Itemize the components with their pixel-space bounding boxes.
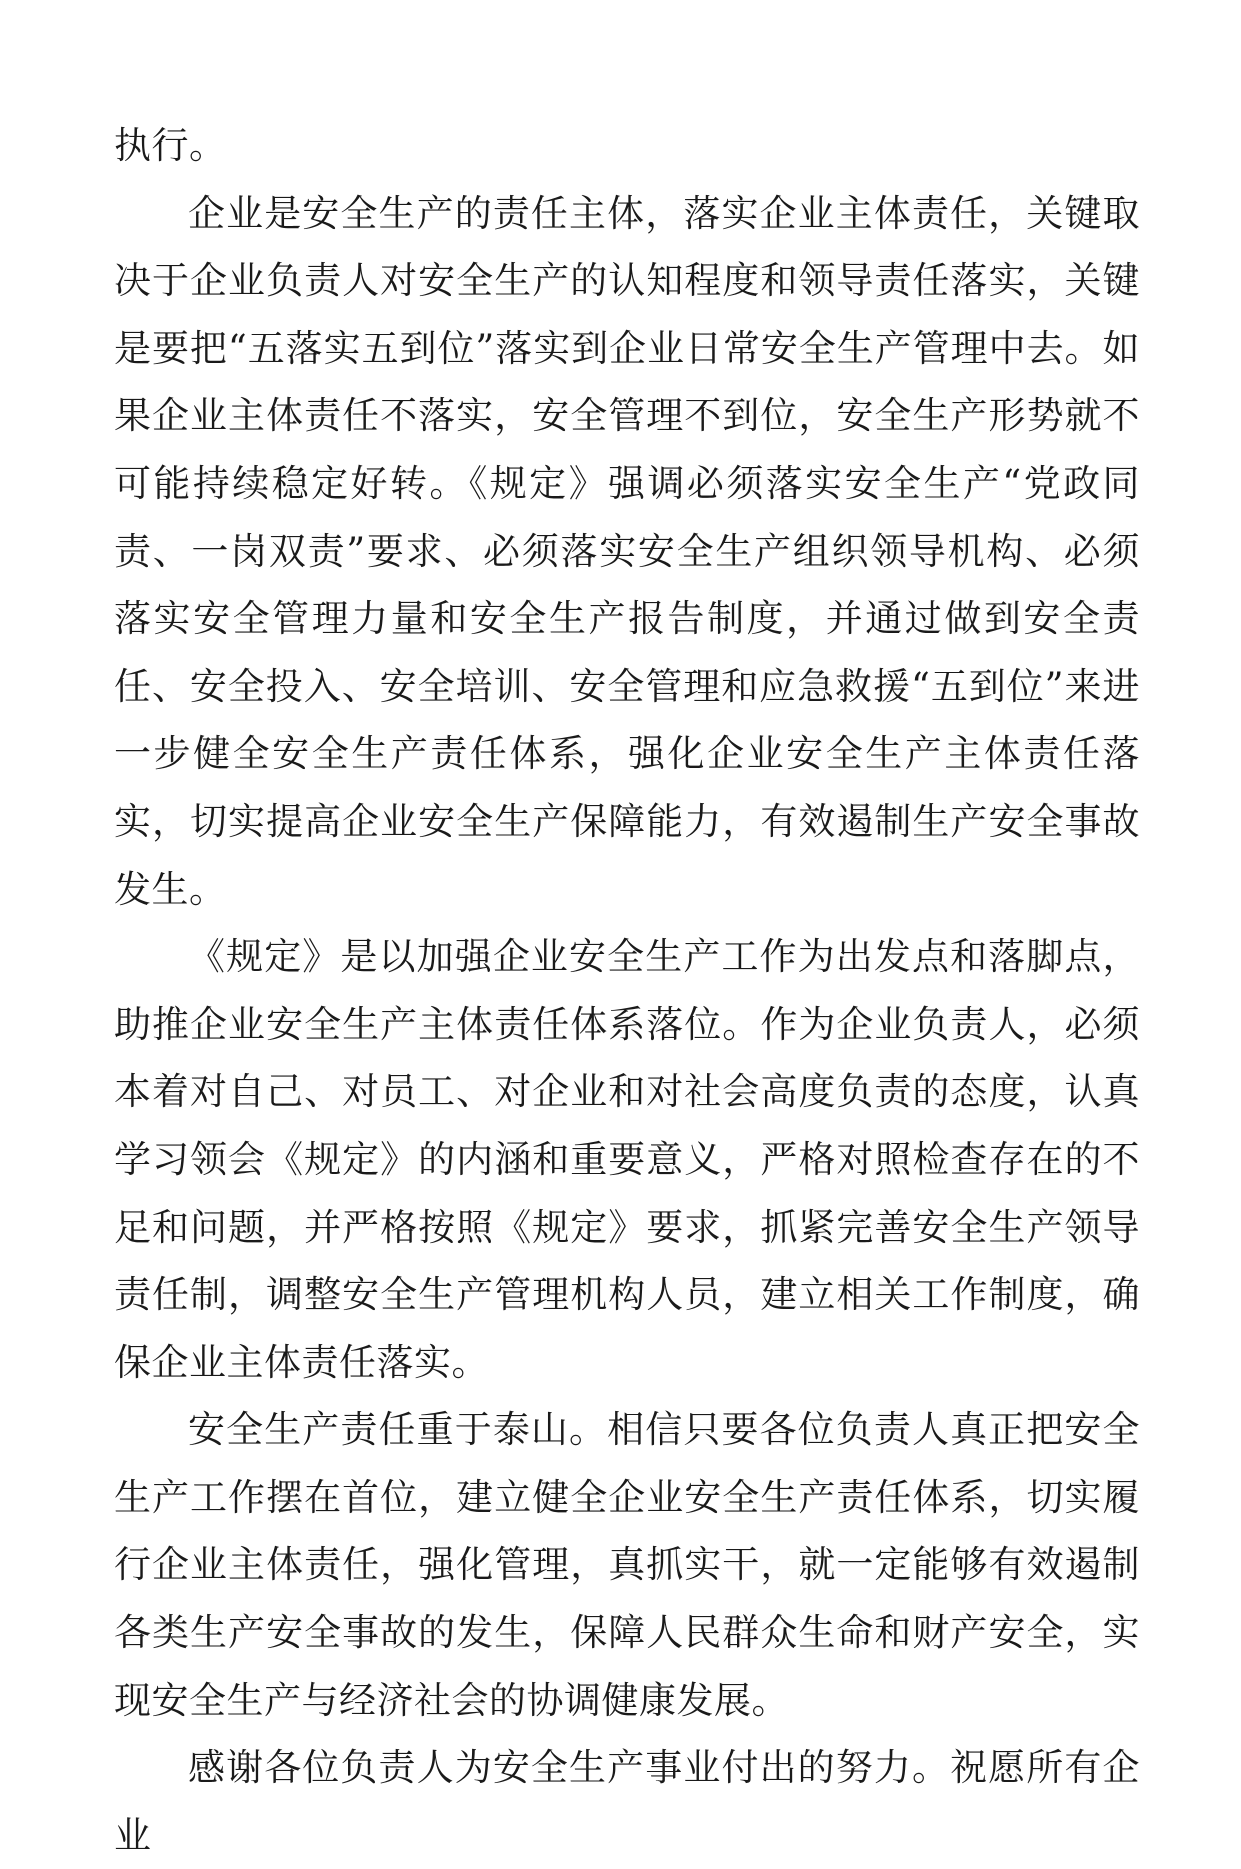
paragraph-continuation: 执行。 bbox=[114, 124, 227, 167]
paragraph-regulation-purpose: 《规定》是以加强企业安全生产工作为出发点和落脚点，助推企业安全生产主体责任体系落位。作为企业负责人，必须本着对自己、对员工、对企业和对社会高度负责的态度，认真学习领会《规定》的内涵和重要意义，严格对照检查存在的不足和问题，并严格按照《规定》要求，抓紧完善安全生产领导责任制，调整安全生产管理机构人员，建立相关工作制度，确保企业主体责任落实。 bbox=[114, 935, 1140, 1384]
paragraph-thanks: 感谢各位负责人为安全生产事业付出的努力。祝愿所有企业 bbox=[114, 1746, 1140, 1857]
paragraph-safety-priority: 安全生产责任重于泰山。相信只要各位负责人真正把安全生产工作摆在首位，建立健全企业安全生产责任体系，切实履行企业主体责任，强化管理，真抓实干，就一定能够有效遏制各类生产安全事故的发生，保障人民群众生命和财产安全，实现安全生产与经济社会的协调健康发展。 bbox=[114, 1408, 1140, 1722]
paragraph-enterprise-responsibility: 企业是安全生产的责任主体，落实企业主体责任，关键取决于企业负责人对安全生产的认知程度和领导责任落实，关键是要把“五落实五到位”落实到企业日常安全生产管理中去。如果企业主体责任不落实，安全管理不到位，安全生产形势就不可能持续稳定好转。《规定》强调必须落实安全生产“党政同责、一岗双责”要求、必须落实安全生产组织领导机构、必须落实安全管理力量和安全生产报告制度，并通过做到安全责任、安全投入、安全培训、安全管理和应急救援“五到位”来进一步健全安全生产责任体系，强化企业安全生产主体责任落实，切实提高企业安全生产保障能力，有效遏制生产安全事故发生。 bbox=[114, 191, 1140, 911]
document-body bbox=[114, 112, 1140, 1869]
